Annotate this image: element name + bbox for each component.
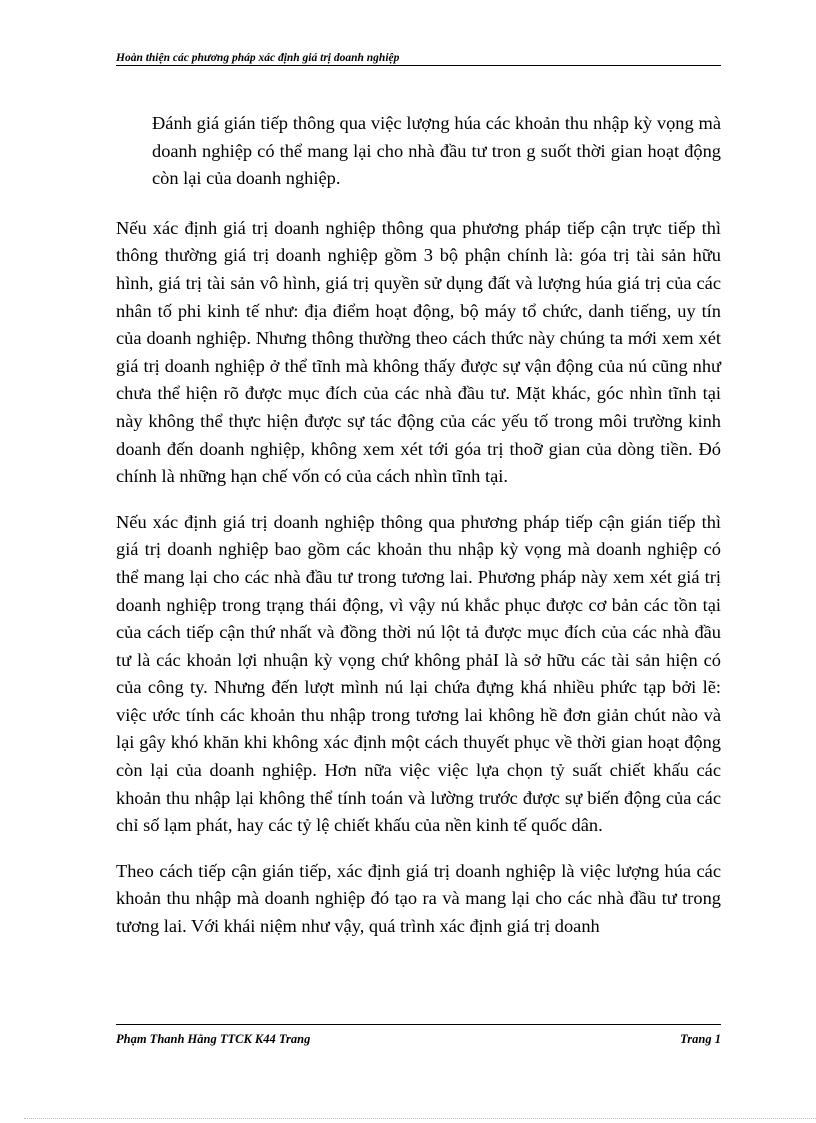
page-header xyxy=(116,48,721,66)
footer-page-number: Trang 1 xyxy=(680,1032,721,1046)
paragraph: Theo cách tiếp cận gián tiếp, xác định giá trị doanh nghiệp là việc lượng húa các khoản thu nhập mà doanh nghiệp đó tạo ra và mang lại cho các nhà đầu tư trong tương lai. Với khái niệm như vậy, quá trình xác định giá trị doanh xyxy=(116,860,721,937)
document-body xyxy=(116,110,721,959)
page-footer xyxy=(116,1024,721,1051)
page-boundary-divider xyxy=(24,1118,816,1119)
paragraph: Nếu xác định giá trị doanh nghiệp thông qua phương pháp tiếp cận trực tiếp thì thông thường giá trị doanh nghiệp gồm 3 bộ phận chính là: góa trị tài sản hữu hình, giá trị tài sản vô hình, giá trị quyền sử dụng đất và lượng húa giá trị của các nhân tố phi kinh tế như: địa điểm hoạt động, bộ máy tổ chức, danh tiếng, uy tín của doanh nghiệp. Nhưng thông thường theo cách thức này chúng ta mới xem xét giá trị doanh nghiệp ở thể tĩnh mà không thấy được sự vận động của nú cũng như chưa thể hiện rõ được mục đích của các nhà đầu tư. Mặt khác, góc nhìn tĩnh tại này không thể thực hiện được sự tác động của các yếu tố trong môi trường kinh doanh đến doanh nghiệp, không xem xét tới góa trị thoỡ gian của dòng tiền. Đó chính là những hạn chế vốn có của cách nhìn tĩnh tại. xyxy=(116,217,721,487)
header-title: Hoàn thiện các phương pháp xác định giá trị doanh nghiệp xyxy=(116,52,400,64)
paragraph-indented: Đánh giá gián tiếp thông qua việc lượng húa các khoản thu nhập kỳ vọng mà doanh nghiệp có thể mang lại cho nhà đầu tư tron g suốt thời gian hoạt động còn lại của doanh nghiệp. xyxy=(152,113,721,189)
paragraph: Nếu xác định giá trị doanh nghiệp thông qua phương pháp tiếp cận gián tiếp thì giá trị doanh nghiệp bao gồm các khoản thu nhập kỳ vọng mà doanh nghiệp có thể mang lại cho các nhà đầu tư trong tương lai. Phương pháp này xem xét giá trị doanh nghiệp trong trạng thái động, vì vậy nú khắc phục được cơ bản các tồn tại của cách tiếp cận thứ nhất và đồng thời nú lột tả được mục đích của các nhà đầu tư là các khoản lợi nhuận kỳ vọng chứ không phảI là sở hữu các tài sản hiện có của công ty. Nhưng đến lượt mình nú lại chứa đựng khá nhiều phức tạp bởi lẽ: việc ước tính các khoản thu nhập trong tương lai không hề đơn giản chút nào và lại gây khó khăn khi không xác định một cách thuyết phục về thời gian hoạt động còn lại của doanh nghiệp. Hơn nữa việc việc lựa chọn tỷ suất chiết khấu các khoản thu nhập lại không thể tính toán và lường trước được sự biến động của các chỉ số lạm phát, hay các tỷ lệ chiết khấu của nền kinh tế quốc dân. xyxy=(116,511,721,836)
footer-author: Phạm Thanh Hằng TTCK K44 Trang xyxy=(116,1032,311,1046)
